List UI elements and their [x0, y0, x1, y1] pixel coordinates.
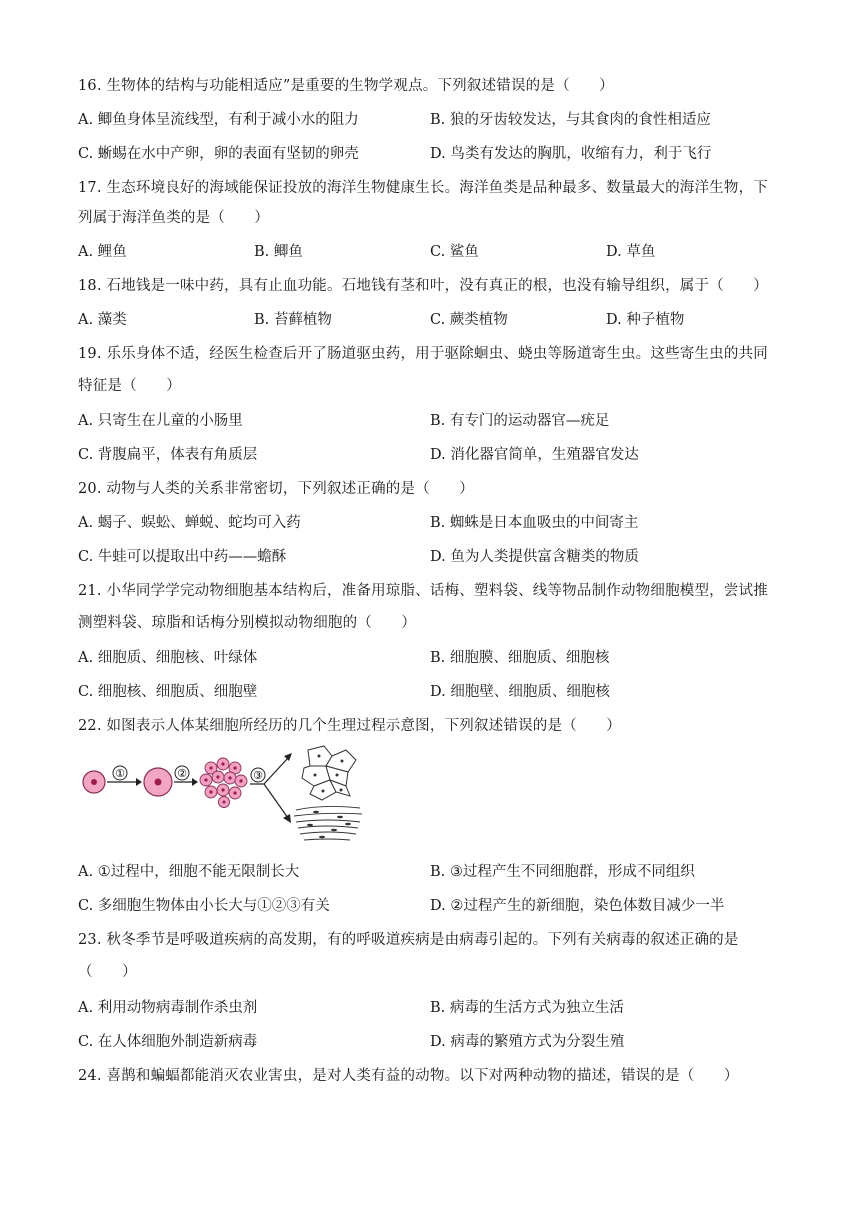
question-20-option-b: B. 蜘蛛是日本血吸虫的中间寄主 [430, 515, 639, 531]
question-18-option-c: C. 蕨类植物 [430, 312, 508, 328]
question-23-stem-line-2: （ ） [78, 964, 137, 980]
question-17-option-c: C. 鲨鱼 [430, 244, 479, 260]
question-20-option-a: A. 蝎子、蜈蚣、蝉蜕、蛇均可入药 [78, 515, 301, 531]
question-23-option-c: C. 在人体细胞外制造新病毒 [78, 1034, 258, 1050]
question-22-option-d: D. ②过程产生的新细胞，染色体数目减少一半 [430, 898, 725, 914]
question-22-option-b: B. ③过程产生不同细胞群，形成不同组织 [430, 864, 695, 880]
single-cell-small [83, 771, 105, 793]
question-21-stem-line-2: 测塑料袋、琼脂和话梅分别模拟动物细胞的（ ） [78, 615, 417, 631]
cell-process-diagram [78, 744, 368, 848]
question-16-option-d: D. 鸟类有发达的胸肌，收缩有力，利于飞行 [430, 146, 712, 162]
label-process-1: ① [115, 767, 125, 780]
question-22-stem: 22. 如图表示人体某细胞所经历的几个生理过程示意图，下列叙述错误的是（ ） [78, 718, 621, 734]
question-17-stem-line-2: 列属于海洋鱼类的是（ ） [78, 210, 270, 226]
question-20-option-d: D. 鱼为人类提供富含糖类的物质 [430, 549, 639, 565]
question-19-stem-line-2: 特征是（ ） [78, 378, 181, 394]
question-18-option-a: A. 藻类 [78, 312, 127, 328]
tissue-fibrous-cells [294, 806, 362, 840]
question-21-option-c: C. 细胞核、细胞质、细胞壁 [78, 684, 258, 700]
question-23-option-b: B. 病毒的生活方式为独立生活 [430, 1000, 624, 1016]
question-18-stem: 18. 石地钱是一味中药，具有止血功能。石地钱有茎和叶，没有真正的根，也没有输导组织，属于（ ） [78, 278, 768, 294]
tissue-fibrous-nuclei [307, 811, 351, 838]
question-23-option-d: D. 病毒的繁殖方式为分裂生殖 [430, 1034, 625, 1050]
question-18-option-d: D. 种子植物 [606, 312, 685, 328]
question-21-option-a: A. 细胞质、细胞核、叶绿体 [78, 650, 258, 666]
arrow-process-3 [250, 753, 292, 823]
question-22-option-a: A. ①过程中，细胞不能无限制长大 [78, 864, 300, 880]
question-17-stem-line-1: 17. 生态环境良好的海域能保证投放的海洋生物健康生长。海洋鱼类是品种最多、数量最大的海洋生物，下 [78, 180, 768, 196]
question-20-option-c: C. 牛蛙可以提取出中药——蟾酥 [78, 549, 287, 565]
question-21-option-d: D. 细胞壁、细胞质、细胞核 [430, 684, 610, 700]
single-cell-grown [144, 768, 172, 796]
question-18-option-b: B. 苔藓植物 [254, 312, 332, 328]
question-16-option-c: C. 蜥蜴在水中产卵，卵的表面有坚韧的卵壳 [78, 146, 359, 162]
question-19-option-a: A. 只寄生在儿童的小肠里 [78, 413, 243, 429]
question-17-option-a: A. 鲤鱼 [78, 244, 127, 260]
question-16-option-b: B. 狼的牙齿较发达，与其食肉的食性相适应 [430, 112, 711, 128]
question-23-option-a: A. 利用动物病毒制作杀虫剂 [78, 1000, 258, 1016]
question-16-option-a: A. 鲫鱼身体呈流线型，有利于减小水的阻力 [78, 112, 359, 128]
label-process-3: ③ [253, 769, 263, 782]
question-20-stem: 20. 动物与人类的关系非常密切，下列叙述正确的是（ ） [78, 481, 474, 497]
question-17-option-b: B. 鲫鱼 [254, 244, 303, 260]
question-19-option-b: B. 有专门的运动器官—疣足 [430, 413, 610, 429]
question-19-stem-line-1: 19. 乐乐身体不适，经医生检查后开了肠道驱虫药，用于驱除蛔虫、蛲虫等肠道寄生虫。这些寄生虫的共同 [78, 346, 768, 362]
question-21-stem-line-1: 21. 小华同学学完动物细胞基本结构后，准备用琼脂、话梅、塑料袋、线等物品制作动物细胞模型，尝试推 [78, 583, 768, 599]
tissue-polygonal-cells [302, 746, 356, 800]
question-24-stem: 24. 喜鹊和蝙蝠都能消灭农业害虫，是对人类有益的动物。以下对两种动物的描述，错误的是（ ） [78, 1068, 739, 1084]
question-19-option-d: D. 消化器官简单，生殖器官发达 [430, 447, 639, 463]
label-process-2: ② [177, 767, 187, 780]
question-17-option-d: D. 草鱼 [606, 244, 656, 260]
question-22-option-c: C. 多细胞生物体由小长大与①②③有关 [78, 898, 330, 914]
question-19-option-c: C. 背腹扁平，体表有角质层 [78, 447, 258, 463]
question-23-stem-line-1: 23. 秋冬季节是呼吸道疾病的高发期，有的呼吸道疾病是由病毒引起的。下列有关病毒的叙述正确的是 [78, 932, 739, 948]
question-21-option-b: B. 细胞膜、细胞质、细胞核 [430, 650, 610, 666]
question-16-stem: 16. 生物体的结构与功能相适应”是重要的生物学观点。下列叙述错误的是（ ） [78, 78, 614, 94]
